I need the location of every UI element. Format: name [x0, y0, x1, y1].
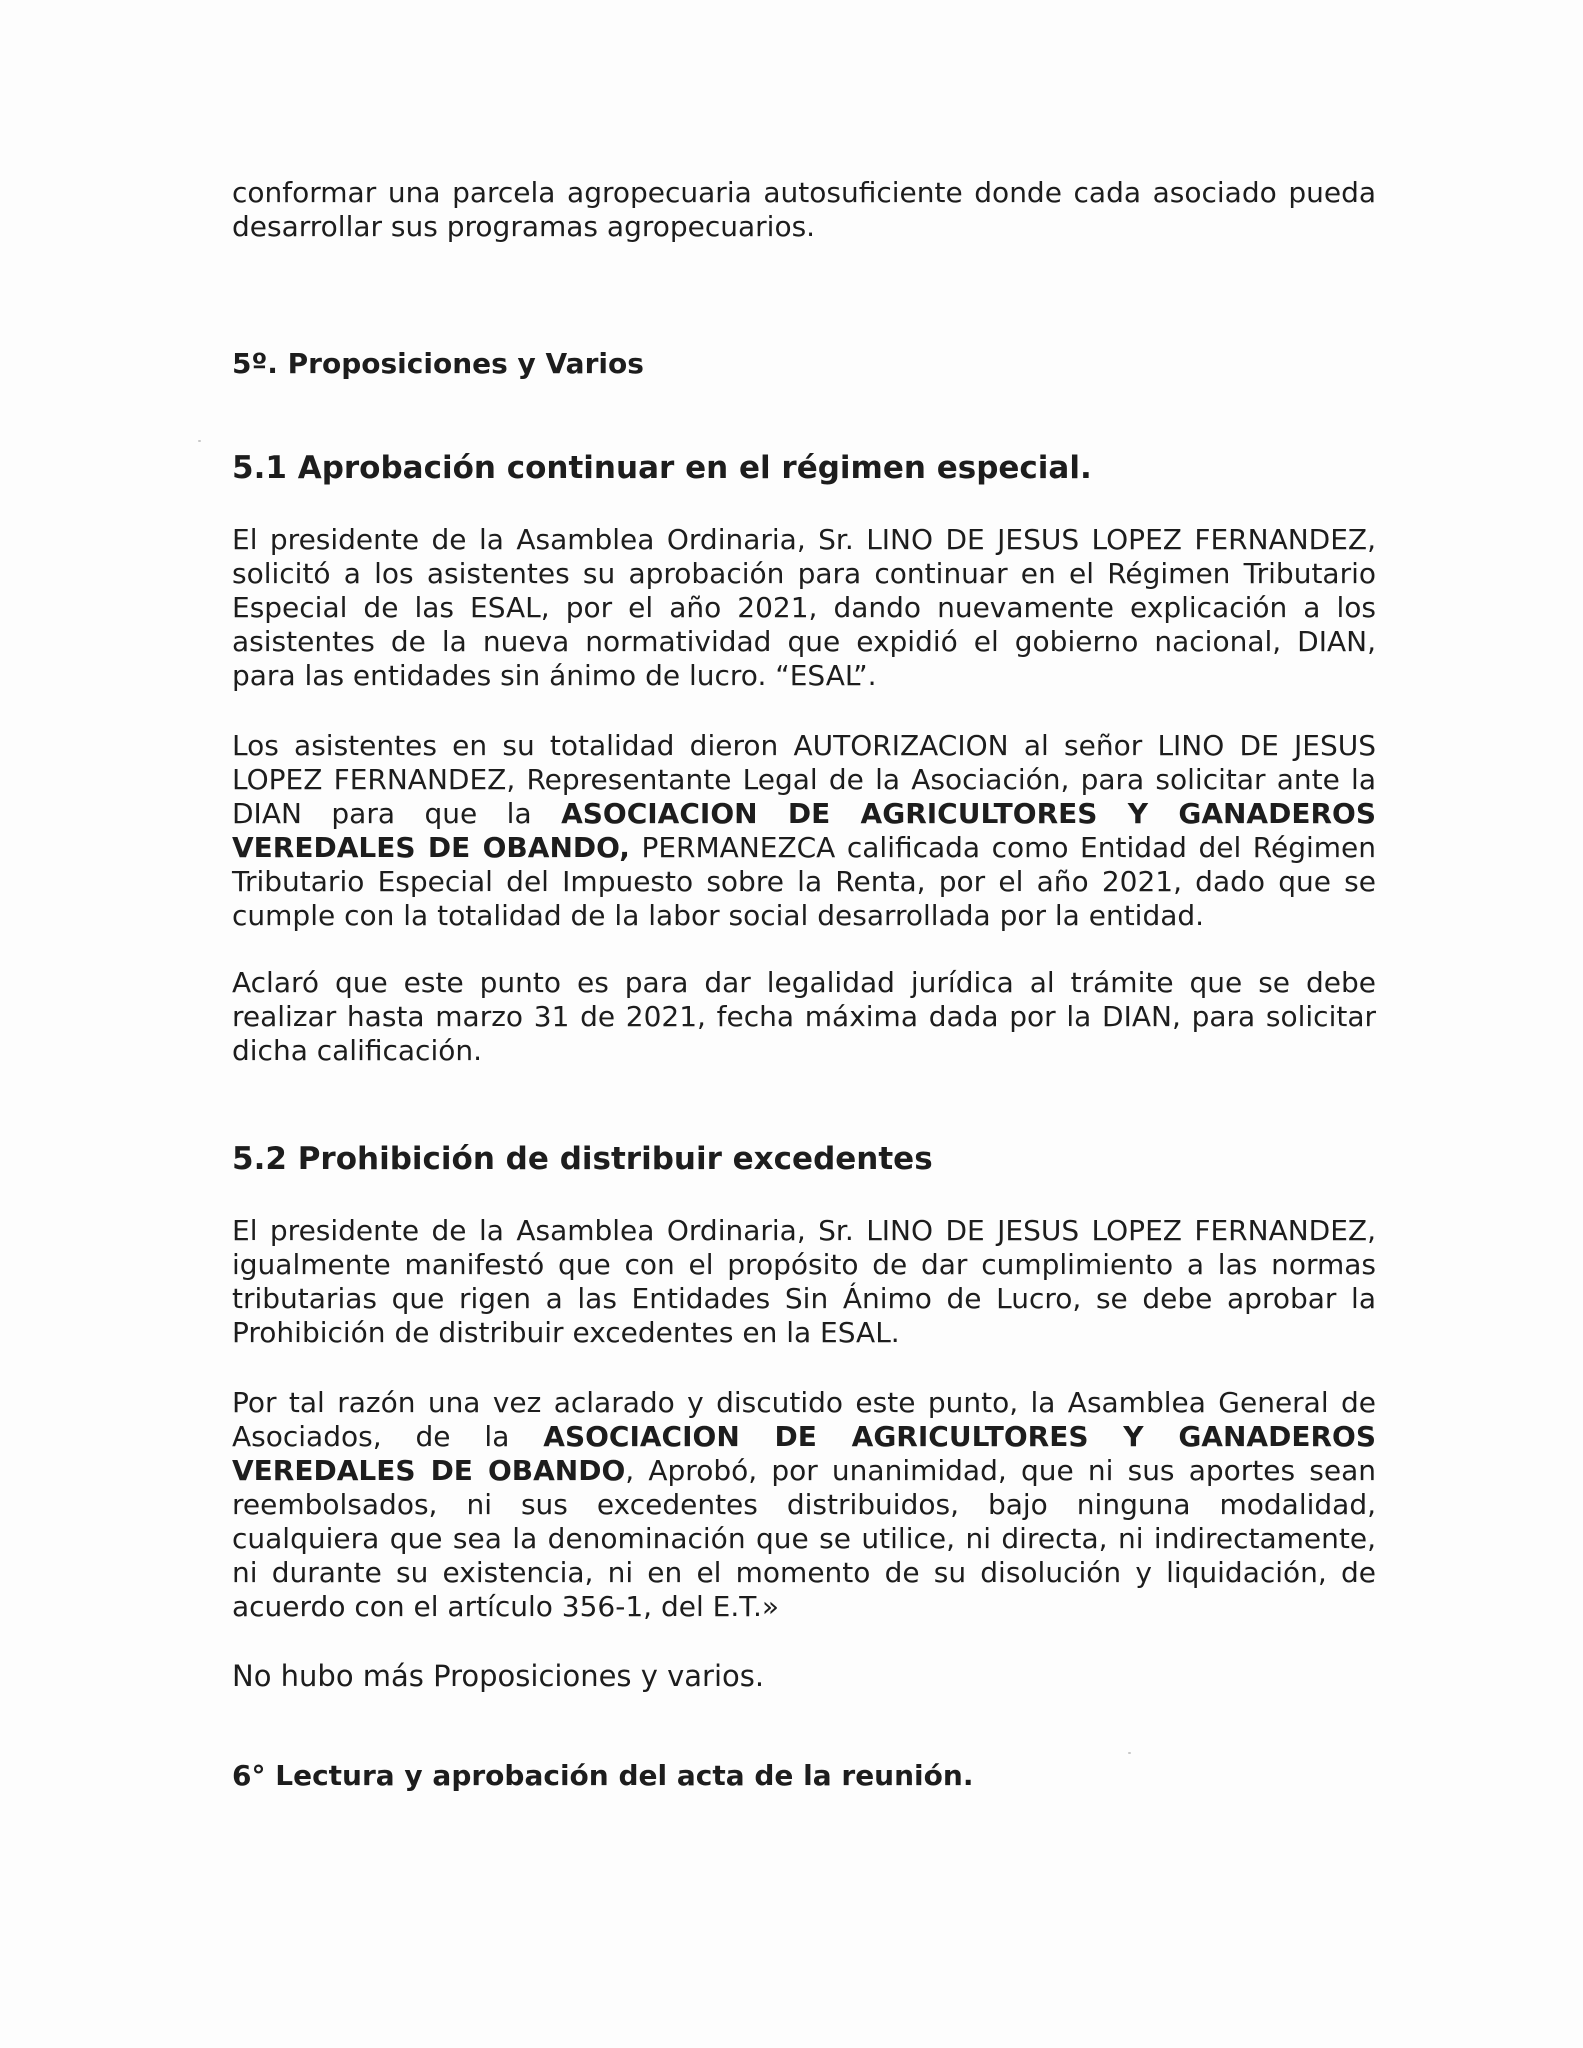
section-5-1-paragraph-1-block [232, 523, 1376, 693]
section-5-1-paragraph-1: El presidente de la Asamblea Ordinaria, Sr. LINO DE JESUS LOPEZ FERNANDEZ, solicitó a los asistentes su aprobación para continuar en el Régimen Tributario Especial de las ESAL, por el año 2021, dando nuevamente explicación a los asistentes de la nueva normatividad que expidió el gobierno nacional, DIAN, para las entidades sin ánimo de lucro. “ESAL”. [232, 523, 1376, 692]
paragraph-2-text-before: Por tal razón una vez aclarado y discutido este punto, la Asamblea General de Asociados, de la [232, 1386, 1376, 1453]
association-name-bold: ASOCIACION DE AGRICULTORES Y GANADEROS VEREDALES DE OBANDO [232, 1420, 1376, 1487]
paragraph-2-text-after: PERMANEZCA calificada como Entidad del Régimen Tributario Especial del Impuesto sobre la Renta, por el año 2021, dado que se cumple con la totalidad de la labor social desarrollada por la entidad. [232, 831, 1376, 932]
section-5-1-paragraph-3-block [232, 966, 1376, 1068]
section-5-2-heading: 5.2 Prohibición de distribuir excedentes [232, 1141, 933, 1177]
scan-speck [198, 440, 201, 442]
section-5-1-paragraph-3: Aclaró que este punto es para dar legalidad jurídica al trámite que se debe realizar hasta marzo 31 de 2021, fecha máxima dada por la DIAN, para solicitar dicha calificación. [232, 966, 1376, 1067]
section-5-1-heading: 5.1 Aprobación continuar en el régimen especial. [232, 450, 1092, 486]
paragraph-2-text-after: , Aprobó, por unanimidad, que ni sus aportes sean reembolsados, ni sus excedentes distribuidos, bajo ninguna modalidad, cualquiera que sea la denominación que se utilice, ni directa, ni indirectamente, ni durante su existencia, ni en el momento de su disolución y liquidación, de acuerdo con el artículo 356-1, del E.T.» [232, 1454, 1376, 1623]
section-6-heading-block [232, 1758, 1376, 1794]
section-5-2-paragraph-2 [232, 1386, 1376, 1624]
scan-speck [1128, 1752, 1131, 1754]
section-5-2-heading-block [232, 1140, 1376, 1178]
intro-paragraph-block [232, 176, 1376, 244]
association-name-bold: ASOCIACION DE AGRICULTORES Y GANADEROS VEREDALES DE OBANDO, [232, 797, 1376, 864]
closing-line-block [232, 1658, 1376, 1694]
section-5-heading: 5º. Proposiciones y Varios [232, 347, 644, 380]
section-5-2-paragraph-2-block [232, 1386, 1376, 1624]
section-5-2-paragraph-1: El presidente de la Asamblea Ordinaria, Sr. LINO DE JESUS LOPEZ FERNANDEZ, igualmente manifestó que con el propósito de dar cumplimiento a las normas tributarias que rigen a las Entidades Sin Ánimo de Lucro, se debe aprobar la Prohibición de distribuir excedentes en la ESAL. [232, 1214, 1376, 1349]
section-5-1-heading-block [232, 449, 1376, 487]
section-6-heading: 6° Lectura y aprobación del acta de la reunión. [232, 1759, 974, 1792]
intro-paragraph: conformar una parcela agropecuaria autosuficiente donde cada asociado pueda desarrollar sus programas agropecuarios. [232, 176, 1376, 243]
closing-line: No hubo más Proposiciones y varios. [232, 1659, 765, 1693]
section-5-1-paragraph-2 [232, 729, 1376, 933]
section-5-2-paragraph-1-block [232, 1214, 1376, 1350]
section-5-1-paragraph-2-block [232, 729, 1376, 933]
paragraph-2-text-before: Los asistentes en su totalidad dieron AUTORIZACION al señor LINO DE JESUS LOPEZ FERNANDEZ, Representante Legal de la Asociación, para solicitar ante la DIAN para que la [232, 729, 1376, 830]
section-5-heading-block [232, 346, 1376, 382]
